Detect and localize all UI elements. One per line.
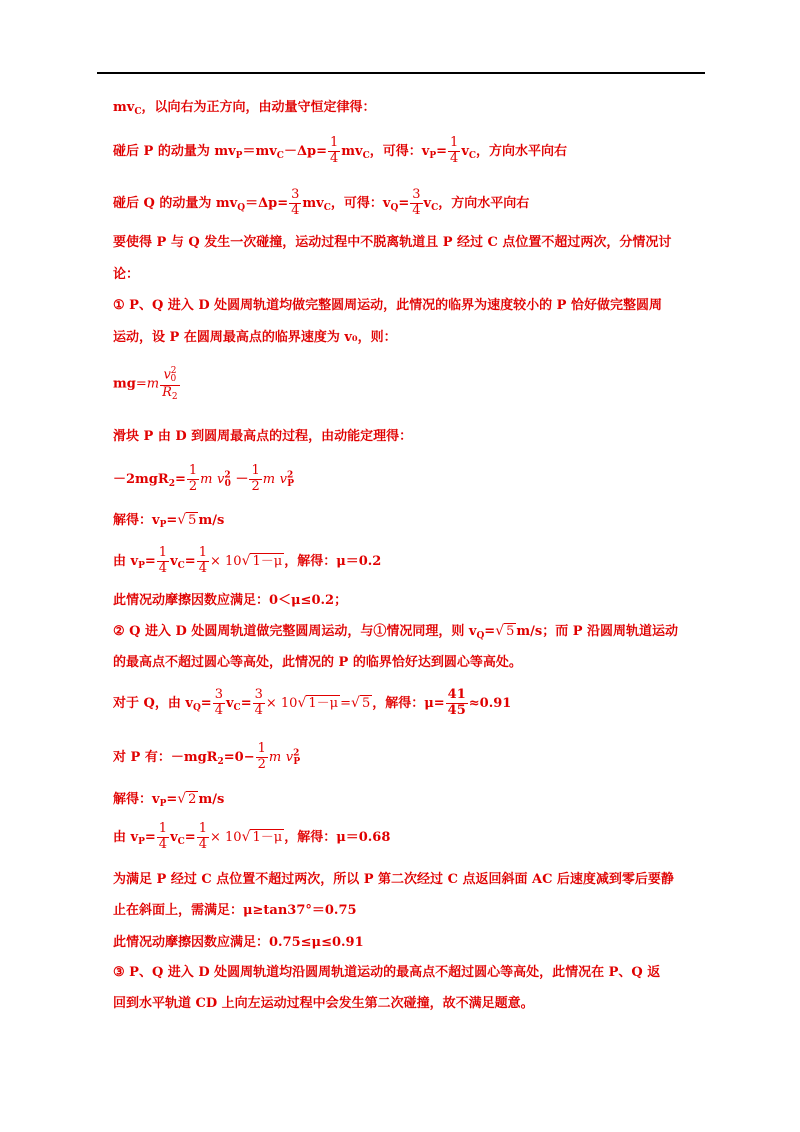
- sqrt: √ 5: [177, 512, 197, 528]
- fraction: $\frac{3}{4}$: [254, 687, 263, 718]
- fraction: $\frac{3}{4}$: [412, 187, 421, 218]
- fraction: $\frac{1}{4}$: [158, 821, 168, 852]
- text-line-17: 对 P 有：－mgR$_2$=0− $\frac{1}{2}$ m $v^2_P$: [113, 741, 301, 772]
- sqrt: √ 2: [177, 791, 197, 807]
- fraction: $\frac{1}{4}$: [158, 545, 168, 576]
- fraction: $\frac{1}{4}$: [198, 821, 207, 852]
- text-line-7: 运动，设 P 在圆周最高点的临界速度为 v₀，则：: [113, 330, 397, 345]
- fraction: $\frac{3}{4}$: [214, 687, 223, 718]
- fraction: $\frac{41}{45}$: [447, 687, 466, 718]
- text-line-1: $mv_C$，以向右为正方向，由动量守恒定律得：: [113, 100, 376, 117]
- text-line-5: 论：: [113, 267, 140, 282]
- fraction: $\frac{1}{2}$: [251, 463, 260, 494]
- fraction: $\frac{1}{4}$: [198, 545, 207, 576]
- text-line-6: ① P、Q 进入 D 处圆周轨道均做完整圆周运动，此情况的临界为速度较小的 P 恰好做完整圆周: [113, 298, 662, 313]
- text-line-22: 此情况动摩擦因数应满足：0.75≤μ≤0.91: [113, 935, 364, 950]
- fraction: $\frac{1}{2}$: [257, 741, 266, 772]
- fraction: $\frac{1}{2}$: [188, 463, 198, 494]
- fraction: $\frac{1}{4}$: [330, 135, 339, 166]
- text-line-12: 由 $v_P=$ $\frac{1}{4}$ $v_C=$ $\frac{1}{4}$ × 10√ 1－μ ，解得：μ＝0.2: [113, 545, 382, 576]
- text-line-19: 由 $v_P=$ $\frac{1}{4}$ $v_C=$ $\frac{1}{4}$ × 10√ 1－μ ，解得：μ＝0.68: [113, 821, 391, 852]
- text-line-24: 回到水平轨道 CD 上向左运动过程中会发生第二次碰撞，故不满足题意。: [113, 996, 534, 1011]
- sqrt: √ 1－μ: [241, 828, 283, 845]
- fraction: $\frac{v^2_0}{R_2}$: [162, 366, 178, 402]
- sqrt: √ 1－μ: [241, 552, 283, 569]
- text-line-2: 碰后 P 的动量为 $mv_P=mv_C-\Delta p=$ $\frac{1}{4}$ $mv_C$，可得：$v_P=$ $\frac{1}{4}$ $v_C$，方向水平向右: [113, 135, 568, 166]
- fraction: $\frac{3}{4}$: [291, 187, 300, 218]
- text-line-9: 滑块 P 由 D 到圆周最高点的过程，由动能定理得：: [113, 429, 413, 444]
- text-line-16: 对于 Q，由 $v_Q=$ $\frac{3}{4}$ $v_C=$ $\frac{3}{4}$ × 10√ 1－μ =√ 5 ，解得：μ= $\frac{41}{45}$ ≈0.91: [113, 687, 512, 718]
- text-line-4: 要使得 P 与 Q 发生一次碰撞，运动过程中不脱离轨道且 P 经过 C 点位置不超过两次，分情况讨: [113, 235, 672, 250]
- text-line-18: 解得：$v_P=√$ 2 m/s: [113, 791, 225, 809]
- text-line-8: mg=m $\frac{v^2_0}{R_2}$: [113, 366, 178, 402]
- text-line-20: 为满足 P 经过 C 点位置不超过两次，所以 P 第二次经过 C 点返回斜面 AC 后速度减到零后要静: [113, 872, 674, 887]
- text-line-3: 碰后 Q 的动量为 $mv_Q=\Delta p=$ $\frac{3}{4}$ $mv_C$，可得：$v_Q=$ $\frac{3}{4}$ $v_C$，方向水平向右: [113, 187, 530, 218]
- text-line-13: 此情况动摩擦因数应满足：0＜μ≤0.2；: [113, 593, 348, 608]
- text-line-23: ③ P、Q 进入 D 处圆周轨道均沿圆周轨道运动的最高点不超过圆心等高处，此情况在 P、Q 返: [113, 965, 661, 980]
- header-rule: [97, 72, 705, 74]
- text-line-14: ② Q 进入 D 处圆周轨道做完整圆周运动，与①情况同理，则 $v_Q=√$ 5 m/s；而 P 沿圆周轨道运动: [113, 623, 679, 641]
- fraction: $\frac{1}{4}$: [450, 135, 459, 166]
- text-line-21: 止在斜面上，需满足：μ≥tan37°＝0.75: [113, 903, 357, 918]
- sqrt: √ 5: [351, 694, 371, 711]
- sqrt: √ 5: [495, 623, 515, 639]
- sqrt: √ 1－μ: [297, 694, 339, 711]
- text-line-15: 的最高点不超过圆心等高处，此情况的 P 的临界恰好达到圆心等高处。: [113, 655, 522, 670]
- text-line-11: 解得：$v_P=√$ 5 m/s: [113, 512, 225, 530]
- text-line-10: －2mgR$_2$= $\frac{1}{2}$ m $v^2_0$ － $\frac{1}{2}$ m $v^2_P$: [113, 463, 294, 494]
